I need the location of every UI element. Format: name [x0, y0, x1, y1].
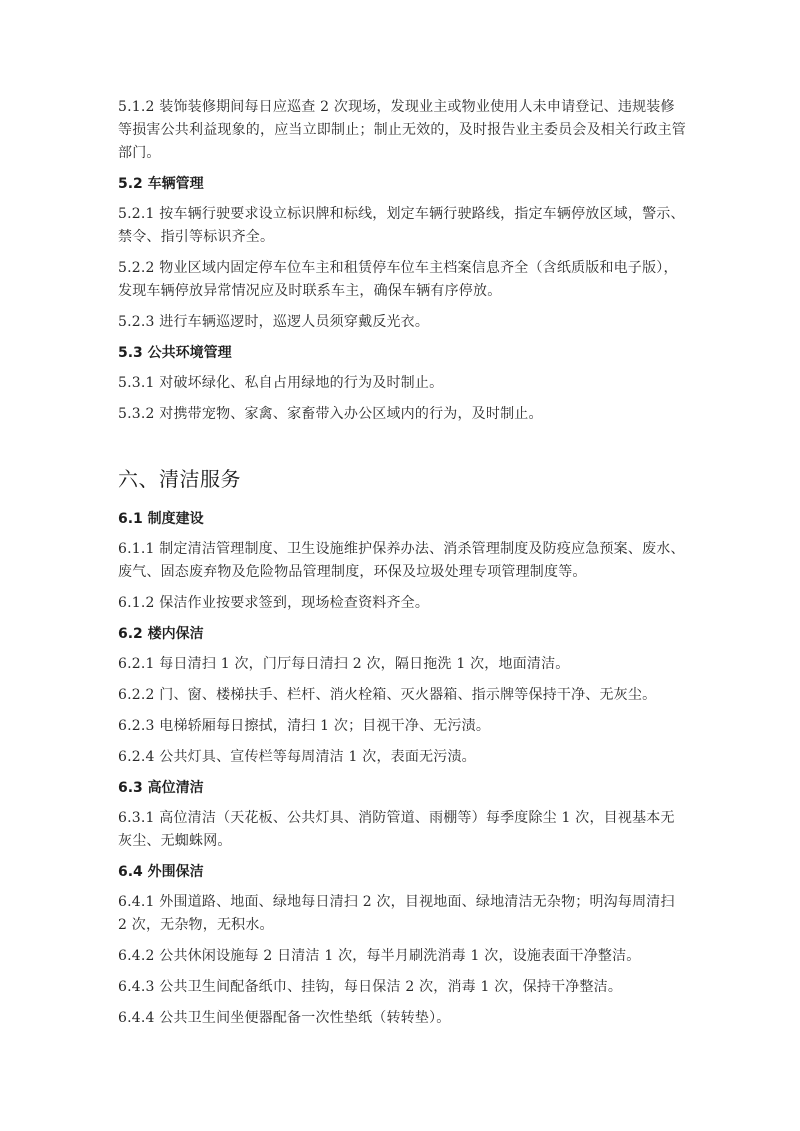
paragraph-6-2-2: 6.2.2 门、窗、楼梯扶手、栏杆、消火栓箱、灭火器箱、指示牌等保持干净、无灰尘。 [118, 687, 657, 703]
heading-6-1: 6.1 制度建设 [118, 511, 204, 527]
heading-6-2: 6.2 楼内保洁 [118, 626, 204, 642]
paragraph-6-3-1: 6.3.1 高位清洁（天花板、公共灯具、消防管道、雨棚等）每季度除尘 1 次，目视基本无灰尘、无蜘蛛网。 [118, 810, 675, 849]
paragraph-6-1-2: 6.1.2 保洁作业按要求签到，现场检查资料齐全。 [118, 595, 430, 611]
paragraph-6-1-1: 6.1.1 制定清洁管理制度、卫生设施维护保养办法、消杀管理制度及防疫应急预案、废水、废气、固态废弃物及危险物品管理制度，环保及垃圾处理专项管理制度等。 [118, 541, 685, 580]
paragraph-6-2-4: 6.2.4 公共灯具、宣传栏等每周清洁 1 次，表面无污渍。 [118, 749, 476, 765]
document-page [118, 96, 688, 1038]
paragraph-6-2-1: 6.2.1 每日清扫 1 次，门厅每日清扫 2 次，隔日拖洗 1 次，地面清洁。 [118, 656, 570, 672]
heading-6-3: 6.3 高位清洁 [118, 780, 204, 796]
chapter-title-cleaning: 六、清洁服务 [118, 467, 241, 491]
paragraph-5-2-1: 5.2.1 按车辆行驶要求设立标识牌和标线，划定车辆行驶路线，指定车辆停放区域，警示、禁令、指引等标识齐全。 [118, 206, 685, 245]
heading-5-2: 5.2 车辆管理 [118, 176, 204, 192]
heading-5-3: 5.3 公共环境管理 [118, 345, 232, 361]
paragraph-6-4-2: 6.4.2 公共休闲设施每 2 日清洁 1 次，每半月刷洗消毒 1 次，设施表面干净整洁。 [118, 948, 641, 964]
paragraph-6-4-1: 6.4.1 外围道路、地面、绿地每日清扫 2 次，目视地面、绿地清洁无杂物；明沟每周清扫 2 次，无杂物，无积水。 [118, 894, 675, 933]
paragraph-6-4-3: 6.4.3 公共卫生间配备纸巾、挂钩，每日保洁 2 次，消毒 1 次，保持干净整洁。 [118, 979, 623, 995]
paragraph-5-3-2: 5.3.2 对携带宠物、家禽、家畜带入办公区域内的行为，及时制止。 [118, 406, 543, 422]
paragraph-6-2-3: 6.2.3 电梯轿厢每日擦拭，清扫 1 次；目视干净、无污渍。 [118, 718, 491, 734]
paragraph-5-2-2: 5.2.2 物业区域内固定停车位车主和租赁停车位车主档案信息齐全（含纸质版和电子版），发现车辆停放异常情况应及时联系车主，确保车辆有序停放。 [118, 260, 678, 299]
paragraph-6-4-4: 6.4.4 公共卫生间坐便器配备一次性垫纸（转转垫）。 [118, 1010, 451, 1026]
heading-6-4: 6.4 外围保洁 [118, 864, 204, 880]
paragraph-5-2-3: 5.2.3 进行车辆巡逻时，巡逻人员须穿戴反光衣。 [118, 314, 430, 330]
paragraph-5-1-2: 5.1.2 装饰装修期间每日应巡查 2 次现场，发现业主或物业使用人未申请登记、违规装修等损害公共利益现象的，应当立即制止；制止无效的，及时报告业主委员会及相关行政主管部门。 [118, 99, 686, 161]
paragraph-5-3-1: 5.3.1 对破坏绿化、私自占用绿地的行为及时制止。 [118, 375, 444, 391]
